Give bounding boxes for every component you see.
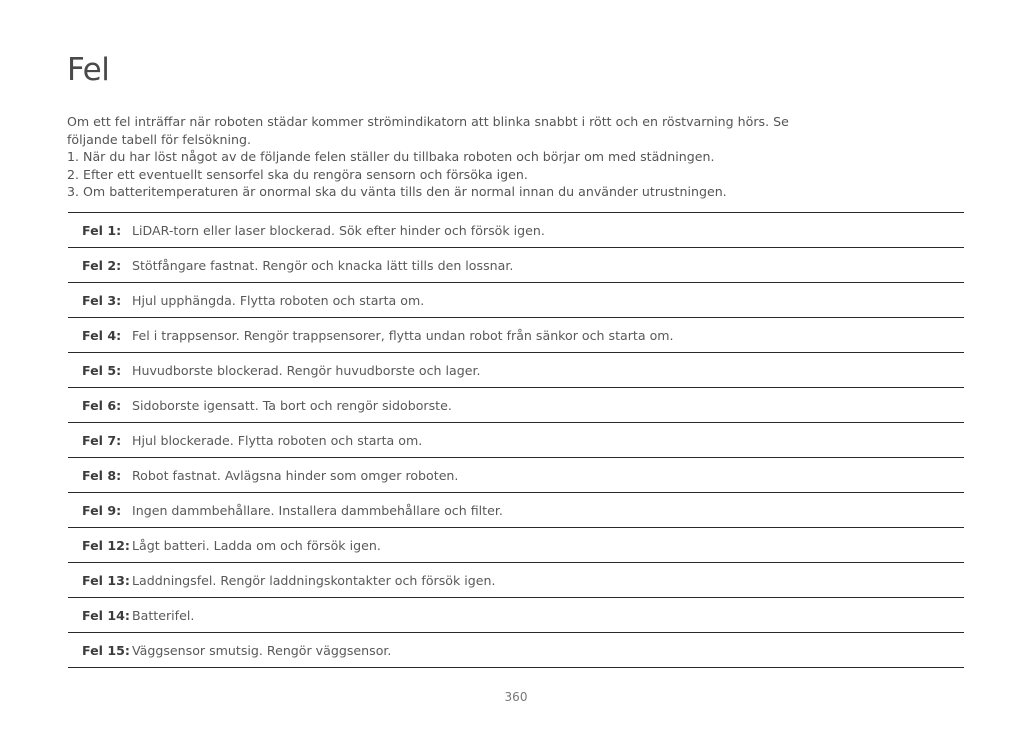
intro-line: 2. Efter ett eventuellt sensorfel ska du rengöra sensorn och försöka igen. xyxy=(67,166,528,182)
table-row xyxy=(68,458,964,493)
error-description: Ingen dammbehållare. Installera dammbehållare och filter. xyxy=(132,502,503,518)
error-description: Robot fastnat. Avlägsna hinder som omger roboten. xyxy=(132,467,459,483)
page-title: Fel xyxy=(67,52,110,88)
table-row xyxy=(68,353,964,388)
intro-line: 1. När du har löst något av de följande felen ställer du tillbaka roboten och börjar om med städningen. xyxy=(67,149,715,165)
error-code: Fel 3: xyxy=(82,292,122,308)
error-description: Laddningsfel. Rengör laddningskontakter och försök igen. xyxy=(132,572,496,588)
intro-line: Om ett fel inträffar när roboten städar kommer strömindikatorn att blinka snabbt i rött och en röstvarning hörs. Se xyxy=(67,114,789,129)
error-description: Stötfångare fastnat. Rengör och knacka lätt tills den lossnar. xyxy=(132,257,514,273)
intro-line: 3. Om batteritemperaturen är onormal ska du vänta tills den är normal innan du använder utrustningen. xyxy=(67,184,727,200)
error-code: Fel 7: xyxy=(82,432,122,448)
table-row xyxy=(68,563,964,598)
error-code: Fel 5: xyxy=(82,362,122,378)
error-table xyxy=(68,212,964,668)
table-row xyxy=(68,423,964,458)
table-row xyxy=(68,493,964,528)
error-description: Batterifel. xyxy=(132,607,195,623)
error-code: Fel 4: xyxy=(82,327,122,343)
intro-text xyxy=(67,113,807,201)
table-row xyxy=(68,318,964,353)
error-description: Huvudborste blockerad. Rengör huvudborste och lager. xyxy=(132,362,481,378)
error-description: Sidoborste igensatt. Ta bort och rengör sidoborste. xyxy=(132,397,452,413)
table-row xyxy=(68,213,964,248)
error-description: Fel i trappsensor. Rengör trappsensorer, flytta undan robot från sänkor och starta om. xyxy=(132,327,674,343)
error-code: Fel 15: xyxy=(82,642,130,658)
page-number: 360 xyxy=(504,690,528,704)
error-code: Fel 8: xyxy=(82,467,122,483)
error-code: Fel 12: xyxy=(82,537,130,553)
error-code: Fel 13: xyxy=(82,572,130,588)
error-description: Väggsensor smutsig. Rengör väggsensor. xyxy=(132,642,392,658)
error-code: Fel 9: xyxy=(82,502,122,518)
table-row xyxy=(68,633,964,668)
error-code: Fel 14: xyxy=(82,607,130,623)
table-row xyxy=(68,598,964,633)
error-description: Hjul blockerade. Flytta roboten och starta om. xyxy=(132,432,423,448)
error-description: Lågt batteri. Ladda om och försök igen. xyxy=(132,537,381,553)
table-row xyxy=(68,388,964,423)
error-description: Hjul upphängda. Flytta roboten och starta om. xyxy=(132,292,425,308)
table-row xyxy=(68,528,964,563)
error-description: LiDAR-torn eller laser blockerad. Sök efter hinder och försök igen. xyxy=(132,222,545,238)
intro-line: följande tabell för felsökning. xyxy=(67,131,251,147)
error-code: Fel 6: xyxy=(82,397,122,413)
error-code: Fel 2: xyxy=(82,257,122,273)
table-row xyxy=(68,283,964,318)
table-row xyxy=(68,248,964,283)
error-code: Fel 1: xyxy=(82,222,122,238)
